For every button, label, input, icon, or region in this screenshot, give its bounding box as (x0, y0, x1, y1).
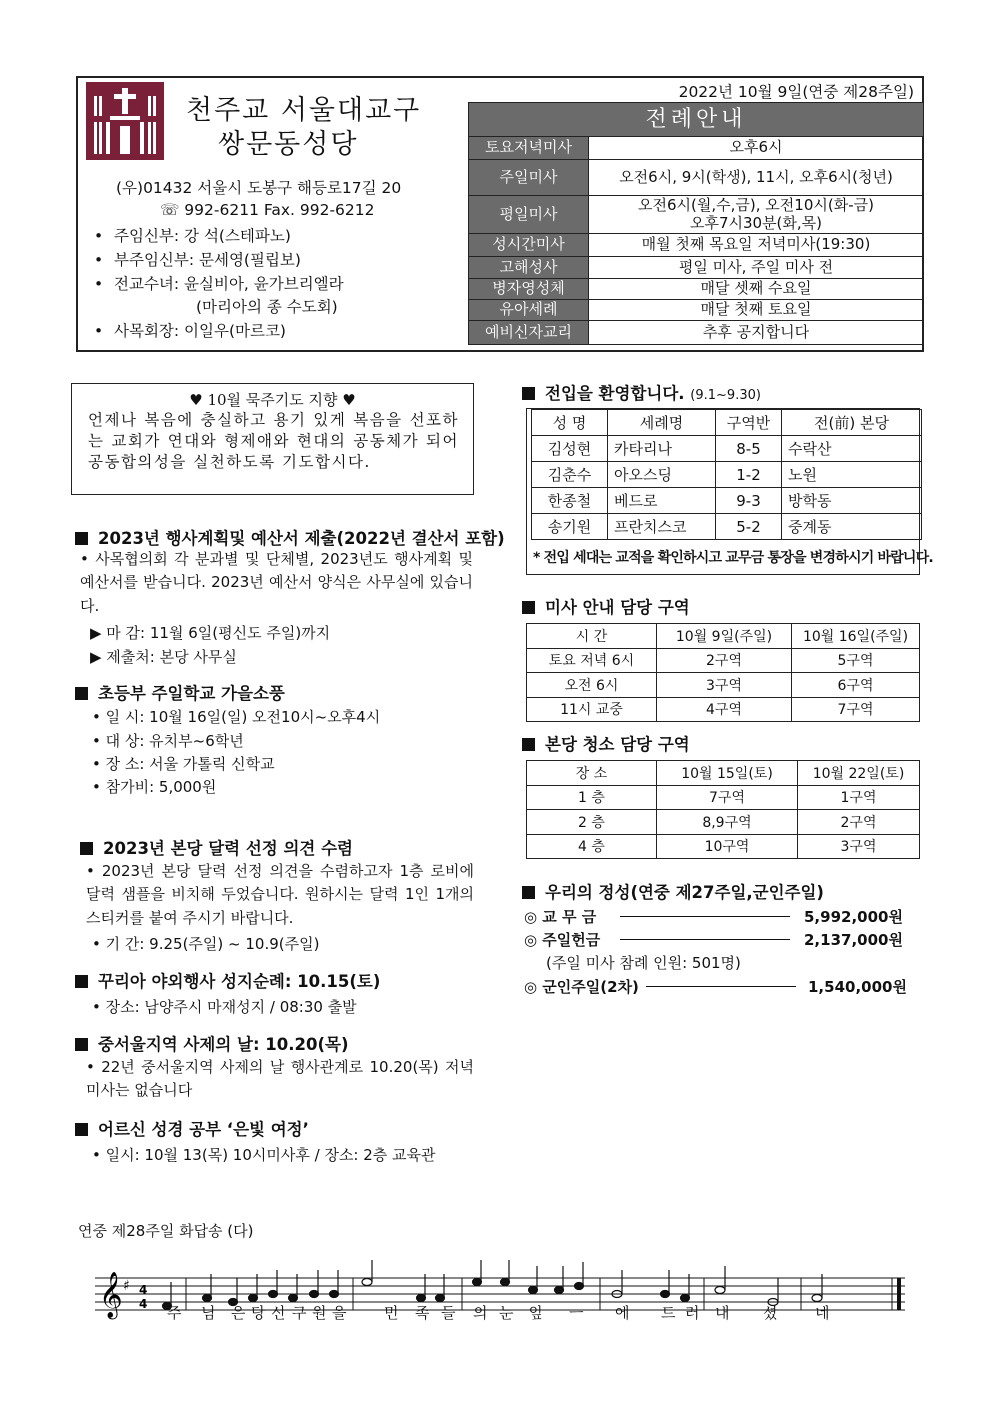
calendar-paragraph: • 2023년 본당 달력 선정 의견을 수렴하고자 1층 로비에 달력 샘플을 비치해 두었습니다. 원하시는 달력 1인 1개의 스티커를 붙여 주시기 바랍니다. (86, 862, 474, 927)
liturgy-value: 매달 첫째 토요일 (589, 300, 924, 321)
picnic-line: • 장 소: 서울 가톨릭 신학교 (92, 755, 275, 773)
table-header: 전(前) 본당 (782, 410, 922, 436)
picnic-line: • 대 상: 유치부~6학년 (92, 732, 244, 750)
liturgy-label: 성시간미사 (469, 234, 589, 257)
welcome-table (531, 409, 922, 540)
section-title-curia: 꾸리아 야외행사 성지순례: 10.15(토) (75, 968, 380, 992)
liturgy-title: 전례안내 (469, 103, 924, 137)
cleaning-table (526, 760, 920, 859)
section-title-priest-day: 중서울지역 사제의 날: 10.20(목) (75, 1031, 349, 1055)
treble-clef-icon: 𝄞 (99, 1272, 123, 1318)
liturgy-value: 평일 미사, 주일 미사 전 (589, 257, 924, 279)
mass-guide-table (526, 623, 920, 722)
lyric-syllable: 민 (384, 1304, 399, 1322)
lyric-syllable: 드 (661, 1304, 676, 1322)
staff-sisters-order: (마리아의 종 수도회) (196, 298, 338, 316)
square-bullet-icon (522, 886, 535, 899)
lyric-syllable: 신 (271, 1304, 286, 1322)
leader-line (620, 916, 790, 917)
table-header: 장 소 (527, 761, 657, 786)
svg-text:4: 4 (139, 1283, 148, 1297)
bulletin-date: 2022년 10월 9일(연중 제28주일) (678, 83, 914, 101)
section-title-cleaning: 본당 청소 담당 구역 (522, 731, 690, 755)
square-bullet-icon (75, 1123, 88, 1136)
lyric-syllable: 셨 (763, 1304, 778, 1322)
square-bullet-icon (80, 842, 93, 855)
parish-name-line2: 쌍문동성당 (218, 129, 359, 160)
liturgy-value: 매월 첫째 목요일 저녁미사(19:30) (589, 234, 924, 257)
plan-submit-place: ▶ 제출처: 본당 사무실 (90, 648, 237, 666)
lyric-syllable: 당 (251, 1304, 266, 1322)
table-row: 김성현 카타리나 8-5 수락산 (532, 436, 922, 462)
leader-line (620, 939, 790, 940)
bulletin-header (76, 76, 924, 352)
table-row: 11시 교중 4구역 7구역 (527, 697, 920, 722)
section-title-mass-guide: 미사 안내 담당 구역 (522, 594, 690, 618)
square-bullet-icon (75, 975, 88, 988)
table-row: 1 층 7구역 1구역 (527, 785, 920, 810)
parish-name-line1: 천주교 서울대교구 (186, 95, 422, 126)
rosary-intention-title: ♥ 10월 묵주기도 지향 ♥ (189, 391, 356, 409)
staff-pastor: • 주임신부: 강 석(스테파노) (94, 227, 291, 245)
plan-deadline: ▶ 마 감: 11월 6일(평신도 주일)까지 (90, 624, 331, 642)
square-bullet-icon (522, 387, 535, 400)
curia-place: • 장소: 남양주시 마재성지 / 08:30 출발 (92, 998, 357, 1016)
section-title-offering: 우리의 정성(연중 제27주일,군인주일) (522, 879, 824, 903)
calendar-period: • 기 간: 9.25(주일) ~ 10.9(주일) (92, 935, 320, 953)
lyric-syllable: 눈 (499, 1304, 514, 1322)
welcome-note: * 전입 세대는 교적을 확인하시고 교무금 통장을 변경하시기 바랍니다. (533, 550, 933, 566)
lyric-syllable: 주 (167, 1304, 182, 1322)
lyric-syllable: 들 (441, 1304, 456, 1322)
liturgy-label: 유아세례 (469, 300, 589, 321)
square-bullet-icon (75, 687, 88, 700)
liturgy-label: 주일미사 (469, 160, 589, 196)
lyric-syllable: 의 (473, 1304, 488, 1322)
offering-row: ◎ 주일헌금 2,137,000원 (524, 931, 903, 949)
liturgy-label: 병자영성체 (469, 279, 589, 300)
liturgy-guide (468, 102, 924, 345)
church-logo-icon (86, 82, 164, 160)
section-title-elder-bible: 어르신 성경 공부 ‘은빛 여정’ (75, 1116, 309, 1140)
table-header: 세례명 (608, 410, 716, 436)
liturgy-label: 평일미사 (469, 196, 589, 234)
liturgy-value: 오후6시 (589, 137, 924, 160)
leader-line (646, 986, 796, 987)
square-bullet-icon (522, 738, 535, 751)
priest-day-paragraph: • 22년 중서울지역 사제의 날 행사관계로 10.20(목) 저녁미사는 없습니다 (86, 1058, 474, 1100)
table-header: 성 명 (532, 410, 608, 436)
table-header: 시 간 (527, 624, 657, 649)
offering-attendance: (주일 미사 참례 인원: 501명) (546, 954, 741, 972)
lyric-syllable: 님 (201, 1304, 216, 1322)
liturgy-value: 추후 공지합니다 (589, 321, 924, 345)
elder-bible-info: • 일시: 10월 13(목) 10시미사후 / 장소: 2층 교육관 (92, 1146, 436, 1164)
lyric-syllable: 에 (615, 1304, 630, 1322)
lyric-syllable: 내 (715, 1304, 730, 1322)
table-header: 구역반 (716, 410, 782, 436)
offering-row: ◎ 군인주일(2차) 1,540,000원 (524, 978, 907, 996)
liturgy-label: 예비신자교리 (469, 321, 589, 345)
lyric-syllable: 족 (415, 1304, 430, 1322)
psalm-lyrics (95, 1302, 905, 1324)
lyric-syllable: 은 (231, 1304, 246, 1322)
lyric-syllable: 을 (332, 1304, 347, 1322)
staff-council-president: • 사목회장: 이일우(마르코) (94, 322, 286, 340)
svg-text:4: 4 (139, 1297, 148, 1311)
table-row: 4 층 10구역 3구역 (527, 834, 920, 859)
liturgy-label: 고해성사 (469, 257, 589, 279)
lyric-syllable: 원 (312, 1304, 327, 1322)
picnic-line: • 일 시: 10월 16일(일) 오전10시~오후4시 (92, 708, 381, 726)
table-header: 10월 15일(토) (657, 761, 798, 786)
table-row: 송기원 프란치스코 5-2 중계동 (532, 514, 922, 540)
section-title-plan: 2023년 행사계획및 예산서 제출(2022년 결산서 포함) (75, 525, 505, 549)
square-bullet-icon (75, 532, 88, 545)
table-row: 2 층 8,9구역 2구역 (527, 810, 920, 835)
section-title-calendar: 2023년 본당 달력 선정 의견 수렴 (80, 835, 353, 859)
lyric-syllable: 앞 (529, 1304, 544, 1322)
offering-row: ◎ 교 무 금 5,992,000원 (524, 908, 903, 926)
plan-paragraph: • 사목협의회 각 분과별 및 단체별, 2023년도 행사계획 및 예산서를 받습니다. 2023년 예산서 양식은 사무실에 있습니다. (80, 550, 473, 615)
lyric-syllable: 구 (292, 1304, 307, 1322)
section-title-welcome: 전입을 환영합니다. (9.1~9.30) (522, 380, 761, 404)
table-header: 10월 16일(주일) (792, 624, 920, 649)
psalm-title: 연중 제28주일 화답송 (다) (78, 1222, 254, 1240)
parish-phone: ☏ 992-6211 Fax. 992-6212 (160, 201, 375, 219)
table-row: 한종철 베드로 9-3 방학동 (532, 488, 922, 514)
rosary-intention-box (71, 383, 474, 495)
lyric-syllable: 네 (815, 1304, 830, 1322)
staff-assistant: • 부주임신부: 문세영(필립보) (94, 251, 301, 269)
liturgy-value: 오전6시, 9시(학생), 11시, 오후6시(청년) (589, 160, 924, 196)
svg-text:♯: ♯ (123, 1278, 130, 1294)
staff-sisters: • 전교수녀: 윤실비아, 윤가브리엘라 (94, 275, 344, 293)
parish-logo (86, 82, 164, 160)
table-header: 10월 9일(주일) (657, 624, 792, 649)
liturgy-value: 오전6시(월,수,금), 오전10시(화-금) 오후7시30분(화,목) (589, 196, 924, 234)
square-bullet-icon (75, 1038, 88, 1051)
lyric-syllable: 러 (685, 1304, 700, 1322)
parish-address: (우)01432 서울시 도봉구 해등로17길 20 (116, 179, 402, 197)
picnic-line: • 참가비: 5,000원 (92, 778, 217, 796)
liturgy-label: 토요저녁미사 (469, 137, 589, 160)
table-row: 오전 6시 3구역 6구역 (527, 673, 920, 698)
table-row: 김춘수 아오스딩 1-2 노원 (532, 462, 922, 488)
table-header: 10월 22일(토) (798, 761, 920, 786)
square-bullet-icon (522, 601, 535, 614)
rosary-intention-text: 언제나 복음에 충실하고 용기 있게 복음을 선포하는 교회가 연대와 형제애와 현대의 공동체가 되어 공동합의성을 실천하도록 기도합시다. (88, 411, 459, 471)
lyric-syllable: ㅡ (569, 1304, 584, 1322)
liturgy-value: 매달 셋째 수요일 (589, 279, 924, 300)
section-title-picnic: 초등부 주일학교 가을소풍 (75, 680, 285, 704)
table-row: 토요 저녁 6시 2구역 5구역 (527, 648, 920, 673)
welcome-box (526, 408, 933, 575)
